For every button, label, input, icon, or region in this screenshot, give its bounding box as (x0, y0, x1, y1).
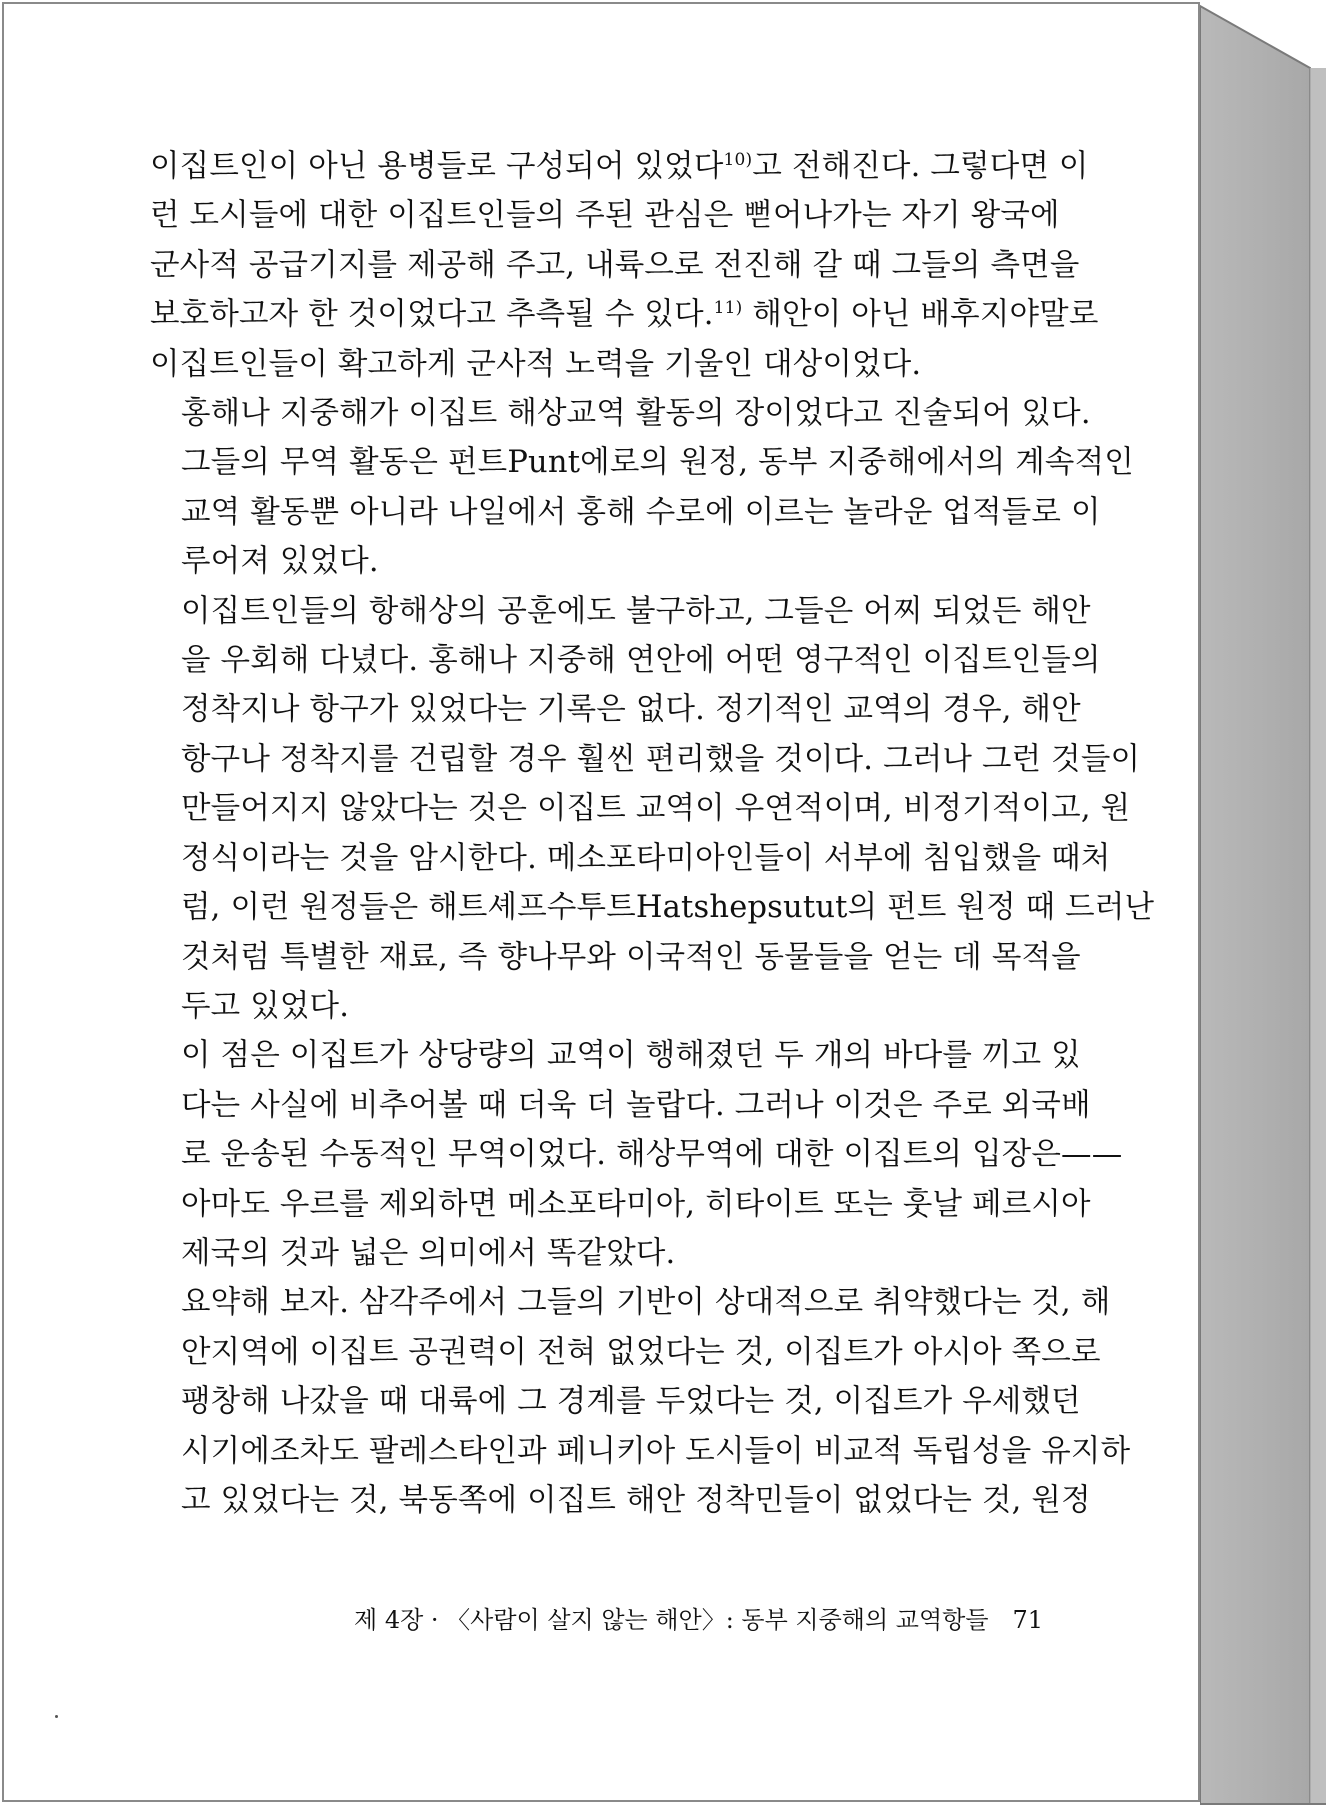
text-line: 런 도시들에 대한 이집트인들의 주된 관심은 뻗어나가는 자기 왕국에 (150, 198, 1060, 234)
text-line: 로 운송된 수동적인 무역이었다. 해상무역에 대한 이집트의 입장은—— (181, 1137, 1123, 1173)
text-line: 제국의 것과 넓은 의미에서 똑같았다. (181, 1235, 676, 1271)
running-head: 제 4장 · 〈사람이 살지 않는 해안〉: 동부 지중해의 교역항들 (354, 1606, 989, 1634)
text-line: 정착지나 항구가 있었다는 기록은 없다. 정기적인 교역의 경우, 해안 (181, 692, 1081, 728)
text-line: 이 점은 이집트가 상당량의 교역이 행해졌던 두 개의 바다를 끼고 있 (181, 1038, 1081, 1074)
text-line: 루어져 있었다. (181, 544, 379, 580)
text-line: 교역 활동뿐 아니라 나일에서 홍해 수로에 이르는 놀라운 업적들로 이 (181, 494, 1101, 530)
text-line (150, 290, 1099, 339)
scan-speck (55, 1715, 58, 1718)
text-run: 해안이 아닌 배후지야말로 (742, 297, 1099, 333)
text-line: 이집트인들의 항해상의 공훈에도 불구하고, 그들은 어찌 되었든 해안 (181, 593, 1091, 629)
text-line: 고 있었다는 것, 북동쪽에 이집트 해안 정착민들이 없었다는 것, 원정 (181, 1482, 1091, 1518)
text-line: 두고 있었다. (181, 988, 350, 1024)
footnote-marker: 10) (723, 149, 753, 170)
paragraph (150, 142, 1099, 389)
book-side-edge (1200, 0, 1326, 1806)
text-run: 이집트인이 아닌 용병들로 구성되어 있었다 (150, 149, 724, 184)
text-line: 요약해 보자. 삼각주에서 그들의 기반이 상대적으로 취약했다는 것, 해 (181, 1285, 1111, 1321)
text-line: 팽창해 나갔을 때 대륙에 그 경계를 두었다는 것, 이집트가 우세했던 (181, 1384, 1081, 1420)
text-line: 을 우회해 다녔다. 홍해나 지중해 연안에 어떤 영구적인 이집트인들의 (181, 643, 1101, 679)
text-line (150, 142, 1089, 191)
paragraph (150, 389, 1134, 587)
text-line: 것처럼 특별한 재료, 즉 향나무와 이국적인 동물들을 얻는 데 목적을 (181, 939, 1081, 975)
text-line: 시기에조차도 팔레스타인과 페니키아 도시들이 비교적 독립성을 유지하 (181, 1433, 1131, 1469)
paragraph (150, 1031, 1123, 1278)
text-line: 만들어지지 않았다는 것은 이집트 교역이 우연적이며, 비정기적이고, 원 (181, 791, 1131, 827)
text-run: 보호하고자 한 것이었다고 추측될 수 있다. (150, 297, 714, 333)
paragraph (150, 1278, 1131, 1525)
body-text (150, 142, 1155, 1525)
text-line: 다는 사실에 비추어볼 때 더욱 더 놀랍다. 그러나 이것은 주로 외국배 (181, 1087, 1091, 1123)
text-line: 군사적 공급기지를 제공해 주고, 내륙으로 전진해 갈 때 그들의 측면을 (150, 247, 1080, 283)
text-line: 그들의 무역 활동은 펀트Punt에로의 원정, 동부 지중해에서의 계속적인 (181, 445, 1134, 481)
text-line: 정식이라는 것을 암시한다. 메소포타미아인들이 서부에 침입했을 때처 (181, 840, 1111, 876)
text-line: 안지역에 이집트 공권력이 전혀 없었다는 것, 이집트가 아시아 쪽으로 (181, 1334, 1101, 1370)
footnote-marker: 11) (713, 298, 743, 319)
text-line: 홍해나 지중해가 이집트 해상교역 활동의 장이었다고 진술되어 있다. (181, 396, 1091, 432)
paragraph (150, 587, 1155, 1032)
text-line: 럼, 이런 원정들은 해트셰프수투트Hatshepsutut의 펀트 원정 때 드러난 (181, 890, 1155, 926)
text-line: 항구나 정착지를 건립할 경우 훨씬 편리했을 것이다. 그러나 그런 것들이 (181, 741, 1141, 777)
page-number: 71 (1012, 1606, 1044, 1634)
text-run: 고 전해진다. 그렇다면 이 (752, 149, 1089, 184)
page-footer (354, 1600, 1044, 1635)
book-edge-graphic (1200, 0, 1326, 1806)
text-line: 이집트인들이 확고하게 군사적 노력을 기울인 대상이었다. (150, 346, 922, 382)
text-line: 아마도 우르를 제외하면 메소포타미아, 히타이트 또는 훗날 페르시아 (181, 1186, 1091, 1222)
